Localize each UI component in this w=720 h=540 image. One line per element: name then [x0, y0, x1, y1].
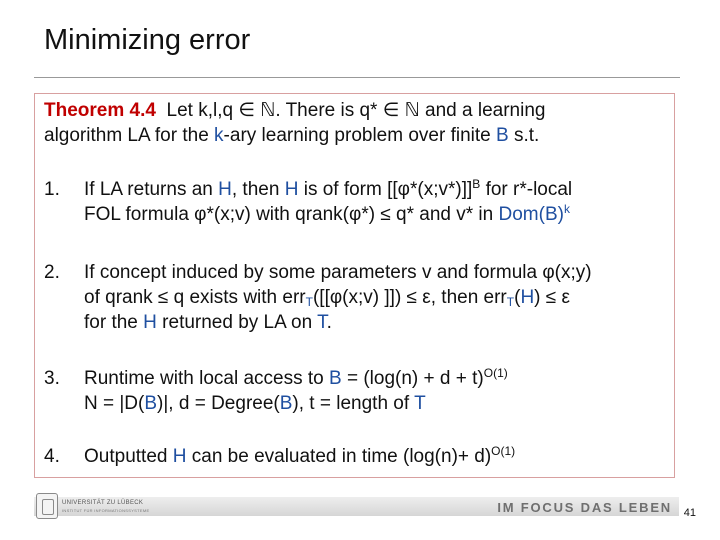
item-text: for r*-local	[480, 179, 573, 200]
item-superscript: B	[472, 177, 481, 191]
theorem-intro-text: s.t.	[508, 125, 540, 146]
item-body	[84, 444, 674, 469]
theorem-intro-var-b: B	[496, 125, 509, 146]
institute-name: INSTITUT FÜR INFORMATIONSSYSTEME	[62, 508, 150, 513]
item-text: = (log(n) + d + t)	[341, 368, 484, 389]
theorem-intro	[44, 98, 664, 148]
item-text: If concept induced by some parameters v and formula φ(x;y)	[84, 262, 592, 283]
university-seal-icon	[36, 493, 58, 519]
item-text: FOL formula φ*(x;v) with qrank(φ*) ≤ q* and v* in	[84, 204, 499, 225]
item-text: (	[514, 287, 521, 308]
item-text: ), t = length of	[292, 393, 415, 414]
item-var-h: H	[520, 287, 535, 308]
item-text: , then	[231, 179, 285, 200]
theorem-intro-line1: Let k,l,q ∈ ℕ. There is q* ∈ ℕ and a learning	[166, 100, 546, 121]
item-text: is of form [[φ*(x;v*)]]	[298, 179, 473, 200]
theorem-intro-text: algorithm LA for the	[44, 125, 215, 146]
item-var-b: B	[329, 368, 342, 389]
item-subscript: T	[506, 295, 515, 309]
item-text: ) ≤ ε	[534, 287, 570, 308]
theorem-intro-var-k: k	[214, 125, 224, 146]
item-var-t: T	[317, 312, 327, 333]
university-name: UNIVERSITÄT ZU LÜBECK	[62, 500, 144, 506]
item-text: .	[326, 312, 332, 333]
title-divider	[34, 77, 680, 78]
item-var-h: H	[218, 179, 232, 200]
theorem-label: Theorem 4.4	[44, 100, 156, 121]
item-text: for the	[84, 312, 144, 333]
item-text: Runtime with local access to	[84, 368, 329, 389]
item-var-domb: Dom(B)	[498, 204, 564, 225]
item-text: If LA returns an	[84, 179, 219, 200]
item-var-b: B	[144, 393, 158, 414]
page-number: 41	[683, 507, 696, 519]
item-superscript: O(1)	[491, 444, 516, 458]
item-superscript: k	[563, 202, 570, 216]
item-var-t: T	[414, 393, 426, 414]
item-text: N = |D(	[84, 393, 145, 414]
footer-motto: IM FOCUS DAS LEBEN	[497, 500, 672, 515]
item-text: )|, d = Degree(	[157, 393, 280, 414]
item-text: Outputted	[84, 446, 173, 467]
item-text: ([[φ(x;v) ]]) ≤ ε, then err	[312, 287, 507, 308]
item-text: returned by LA on	[156, 312, 318, 333]
item-body	[84, 177, 674, 227]
item-text: can be evaluated in time (log(n)+ d)	[186, 446, 492, 467]
item-var-b: B	[279, 393, 293, 414]
item-var-h: H	[172, 446, 187, 467]
item-subscript: T	[305, 295, 313, 309]
item-superscript: O(1)	[483, 366, 508, 380]
item-text: of qrank ≤ q exists with err	[84, 287, 306, 308]
theorem-intro-text: -ary learning problem over finite	[223, 125, 497, 146]
slide-title: Minimizing error	[44, 24, 251, 56]
item-body	[84, 366, 674, 416]
item-var-h: H	[284, 179, 299, 200]
item-var-h: H	[143, 312, 157, 333]
item-number: 3.	[44, 368, 60, 389]
item-body	[84, 260, 674, 335]
item-number: 4.	[44, 446, 60, 467]
item-number: 1.	[44, 179, 60, 200]
item-number: 2.	[44, 262, 60, 283]
